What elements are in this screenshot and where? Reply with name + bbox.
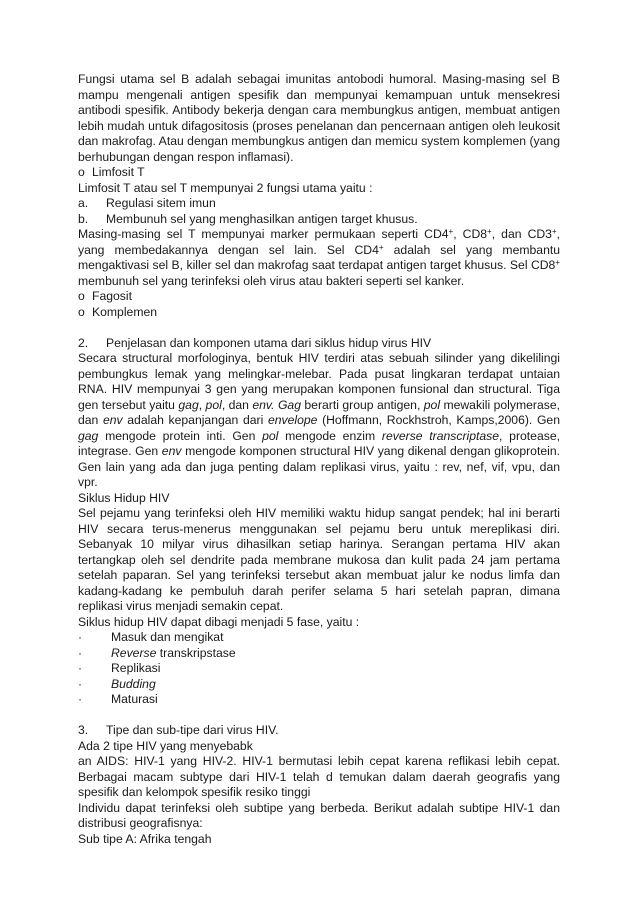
list-item-komplemen: [78, 305, 560, 321]
list-item-label: Masuk dan mengikat: [111, 630, 224, 644]
italic-term: env: [161, 444, 182, 458]
italic-term: pol: [423, 397, 441, 412]
text-run: , dan CD3: [491, 227, 552, 241]
document-page: [78, 72, 560, 847]
text-run: mengode enzim: [278, 428, 382, 443]
bullet-marker: ·: [78, 645, 83, 660]
paragraph-limfosit-t-intro: Limfosit T atau sel T mempunyai 2 fungsi utama yaitu :: [78, 180, 373, 195]
text-run: , CD8: [453, 227, 488, 241]
list-item-label: Fagosit: [92, 289, 132, 303]
italic-term: gag: [178, 397, 199, 412]
text-run: membunuh sel yang terinfeksi oleh virus atau bakteri seperti sel kanker.: [78, 273, 465, 288]
section-heading-3: [78, 723, 560, 739]
text-run: adalah sel yang membantu mengaktivasi sel B, killer sel dan makrofag saat terdapat antigen target khusus. Sel CD8: [78, 242, 561, 272]
text-run: berarti group antigen,: [300, 397, 424, 412]
list-item-fn-b: [78, 212, 560, 228]
section-title: Penjelasan dan komponen utama dari siklus hidup virus HIV: [106, 335, 432, 350]
text-run: mengode protein inti. Gen: [98, 428, 263, 443]
text-run: , dan: [221, 397, 253, 412]
spacer: [78, 708, 560, 724]
bullet-marker: ·: [78, 692, 83, 706]
italic-term: pol: [205, 397, 222, 412]
text-run: mewakili polymerase, dan: [78, 397, 560, 427]
paragraph-hiv-structure: [78, 351, 560, 491]
italic-term: gag: [78, 428, 99, 443]
list-marker: o: [78, 304, 85, 319]
italic-term: env: [102, 413, 123, 427]
list-item-label: Replikasi: [111, 661, 161, 675]
superscript: +: [487, 227, 492, 236]
text-run: mengode komponen structural HIV yang dikenal dengan glikoprotein. Gen lain yang ada dan juga penting dalam replikasi virus, yaitu : rev, nef, vif, vpu, dan vpr.: [78, 444, 560, 489]
list-marker: o: [78, 165, 85, 179]
superscript: +: [551, 227, 557, 236]
paragraph-sel-b: Fungsi utama sel B adalah sebagai imunitas antobodi humoral. Masing-masing sel B mampu mengenali antigen spesifik dan mempunyai kemampuan untuk mensekresi antibodi spesifik. Antibody bekerja dengan cara membungkus antigen, membuat antigen lebih mudah untuk difagositosis (proses penelanan dan pencernaan antigen oleh leukosit dan makrofag. Atau dengan membungkus antigen dan memicu system komplemen (yang berhubungan dengan respon inflamasi).: [78, 72, 560, 164]
paragraph-siklus-hidup: Sel pejamu yang terinfeksi oleh HIV memiliki waktu hidup sangat pendek; hal ini berarti HIV secara terus-menerus menggunakan sel pejamu beru untuk mereplikasi diri. Sebanyak 10 milyar virus dihasilkan setiap harinya. Serangan pertama HIV akan tertangkap oleh sel dendrite pada membrane mukosa dan kulit pada 24 jam pertama setelah paparan. Sel yang terinfeksi tersebut akan membuat jalur ke nodus limfa dan kadang-kadang ke pembuluh darah perifer selama 5 hari setelah papran, dimana replikasi virus menjadi semakin cepat.: [78, 506, 560, 613]
spacer: [78, 320, 560, 336]
bullet-marker: ·: [78, 676, 83, 691]
bullet-marker: ·: [78, 630, 83, 644]
section-heading-2: [78, 336, 560, 352]
paragraph-tipe-intro: Ada 2 tipe HIV yang menyebabk: [78, 738, 253, 753]
list-marker: b.: [78, 211, 89, 226]
superscript: +: [555, 258, 560, 267]
section-number: 2.: [78, 335, 89, 350]
list-marker: a.: [78, 196, 89, 210]
italic-term: Gag: [277, 397, 301, 412]
list-item-label: Budding: [111, 676, 156, 691]
text-run: (Hoffmann, Rockhstroh, Kamps,2006). Gen: [317, 413, 560, 427]
text-run: transkripstase: [156, 645, 236, 660]
section-number: 3.: [78, 723, 89, 737]
list-item-label: Limfosit T: [92, 165, 145, 179]
text-run: adalah kepanjangan dari: [122, 413, 268, 427]
list-item-fase-2: [78, 646, 560, 662]
italic-term: pol: [262, 428, 279, 443]
text-run: , yang membedakannya dengan sel lain. Sel CD4: [78, 227, 561, 257]
paragraph-fase-intro: Siklus hidup HIV dapat dibagi menjadi 5 fase, yaitu :: [78, 614, 360, 629]
italic-term: reverse transcriptase: [381, 428, 500, 443]
text-run: Masing-masing sel T mempunyai marker permukaan seperti CD4: [78, 227, 449, 241]
list-item-fase-5: [78, 692, 560, 708]
text-run: ,: [198, 397, 206, 412]
list-item-limfosit-t: [78, 165, 560, 181]
list-item-fase-1: [78, 630, 560, 646]
italic-term: Reverse: [111, 645, 157, 660]
list-item-label: Membunuh sel yang menghasilkan antigen target khusus.: [106, 211, 418, 226]
paragraph-subtipe-a: Sub tipe A: Afrika tengah: [78, 831, 212, 846]
list-item-fase-4: [78, 677, 560, 693]
list-item-fn-a: [78, 196, 560, 212]
list-item-fagosit: [78, 289, 560, 305]
italic-term: env.: [252, 397, 275, 412]
paragraph-hiv-types: an AIDS: HIV-1 yang HIV-2. HIV-1 bermutasi lebih cepat karena reflikasi lebih cepat. Berbagai macam subtype dari HIV-1 telah d temukan dalam daerah geografis yang spesifik dan kelompok spesifik resiko tinggi: [78, 754, 560, 799]
paragraph-subtipe-intro: Individu dapat terinfeksi oleh subtipe yang berbeda. Berikut adalah subtipe HIV-1 dan distribusi geografisnya:: [78, 800, 560, 830]
superscript: +: [378, 242, 384, 252]
list-item-label: Regulasi sitem imun: [106, 196, 216, 210]
section-title: Tipe dan sub-tipe dari virus HIV.: [106, 723, 279, 737]
list-marker: o: [78, 289, 85, 303]
superscript: +: [448, 227, 454, 236]
list-item-label: Komplemen: [92, 304, 158, 319]
text-run: , protease, integrase. Gen: [78, 428, 560, 458]
paragraph-sel-t-markers: [78, 227, 560, 289]
subheading-siklus-hidup: Siklus Hidup HIV: [78, 490, 170, 505]
list-item-label: Maturasi: [111, 692, 158, 706]
text-run: Secara structural morfologinya, bentuk HIV terdiri atas sebuah silinder yang dikelilingi pembungkus lemak yang melingkar-melebar. Pada pusat lingkaran terdapat untaian RNA. HIV mempunyai 3 gen yang merupakan komponen funsional dan structural. Tiga gen tersebut yaitu: [78, 351, 560, 412]
list-item-label: [111, 646, 236, 662]
list-item-fase-3: [78, 661, 560, 677]
bullet-marker: ·: [78, 661, 83, 675]
italic-term: envelope: [267, 413, 318, 427]
